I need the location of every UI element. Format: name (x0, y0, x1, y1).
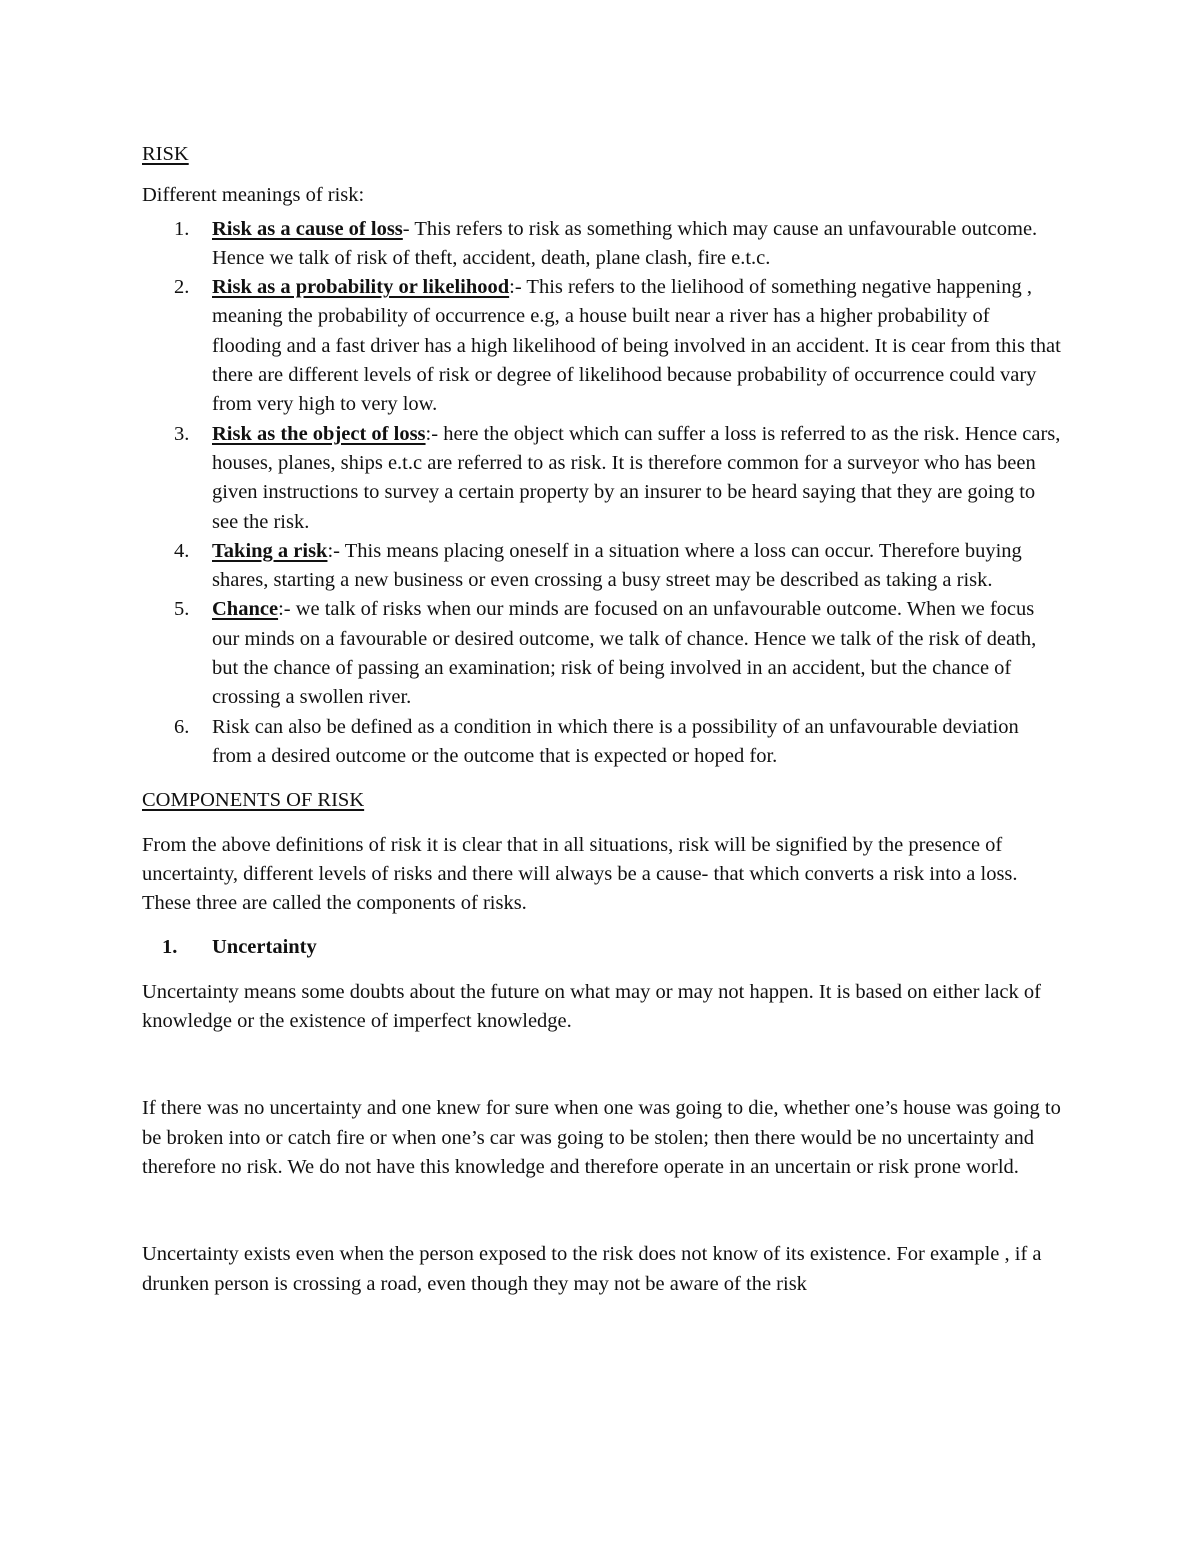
spacer (142, 918, 1062, 933)
list-number: 4. (174, 539, 190, 562)
list-number: 1. (174, 217, 190, 240)
list-number: 3. (174, 422, 190, 445)
definition-term: Risk as a probability or likelihood (212, 276, 510, 299)
list-number: 5. (174, 598, 190, 621)
definition-item (142, 713, 1062, 772)
definition-term: Risk as the object of loss (212, 422, 426, 445)
list-number: 2. (174, 276, 190, 299)
definition-item (142, 215, 1062, 274)
uncertainty-heading-text: Uncertainty (212, 936, 317, 959)
list-number: 6. (174, 715, 190, 738)
definition-item (142, 595, 1062, 712)
spacer (142, 1182, 1062, 1240)
definitions-list (142, 215, 1062, 772)
definition-term: Chance (212, 598, 279, 621)
spacer (142, 816, 1062, 831)
spacer (142, 1036, 1062, 1094)
definition-item (142, 273, 1062, 419)
uncertainty-paragraph-2: If there was no uncertainty and one knew for sure when one was going to die, whether one’s house was going to be broken into or catch fire or when one’s car was going to be stolen; then there would be no uncertainty and therefore no risk. We do not have this knowledge and therefore operate in an uncertain or risk prone world. (142, 1097, 1061, 1178)
definition-item (142, 420, 1062, 537)
spacer (142, 771, 1062, 786)
intro-text: Different meanings of risk: (142, 184, 365, 207)
spacer (142, 963, 1062, 978)
definition-term: Risk as a cause of loss (212, 217, 403, 240)
definition-item (142, 537, 1062, 596)
components-intro: From the above definitions of risk it is clear that in all situations, risk will be signified by the presence of uncertainty, different levels of risks and there will always be a cause- that which converts a risk into a loss. These three are called the components of risks. (142, 833, 1018, 915)
definition-text: :- here the object which can suffer a loss is referred to as the risk. Hence cars, houses, planes, ships e.t.c are referred to as risk. It is therefore common for a surveyor who has been given instructions to survey a certain property by an insurer to be heard saying that they are going to see the risk. (212, 422, 1061, 533)
definition-text: :- we talk of risks when our minds are focused on an unfavourable outcome. When we focus our minds on a favourable or desired outcome, we talk of chance. Hence we talk of the risk of death, but the chance of passing an examination; risk of being involved in an accident, but the chance of crossing a swollen river. (212, 598, 1037, 709)
definition-text: - This refers to risk as something which may cause an unfavourable outcome. Hence we talk of risk of theft, accident, death, plane clash, fire e.t.c. (212, 217, 1038, 269)
definition-text: :- This refers to the lielihood of something negative happening , meaning the probability of occurrence e.g, a house built near a river has a higher probability of flooding and a fast driver has a high likelihood of being involved in an accident. It is cear from this that there are different levels of risk or degree of likelihood because probability of occurrence could vary from very high to very low. (212, 276, 1061, 416)
uncertainty-heading (142, 933, 1062, 962)
list-number: 1. (162, 936, 178, 959)
document-page (142, 140, 1062, 1299)
definition-term: Taking a risk (212, 539, 328, 562)
document-title: RISK (142, 143, 189, 165)
uncertainty-paragraph-3: Uncertainty exists even when the person exposed to the risk does not know of its existence. For example , if a drunken person is crossing a road, even though they may not be aware of the risk (142, 1243, 1042, 1295)
spacer (142, 169, 1062, 181)
components-heading: COMPONENTS OF RISK (142, 789, 365, 812)
uncertainty-paragraph-1: Uncertainty means some doubts about the future on what may or may not happen. It is based on either lack of knowledge or the existence of imperfect knowledge. (142, 980, 1041, 1033)
definition-text: Risk can also be defined as a condition in which there is a possibility of an unfavourable deviation from a desired outcome or the outcome that is expected or hoped for. (212, 715, 1019, 767)
definition-text: :- This means placing oneself in a situation where a loss can occur. Therefore buying shares, starting a new business or even crossing a busy street may be described as taking a risk. (212, 539, 1022, 592)
